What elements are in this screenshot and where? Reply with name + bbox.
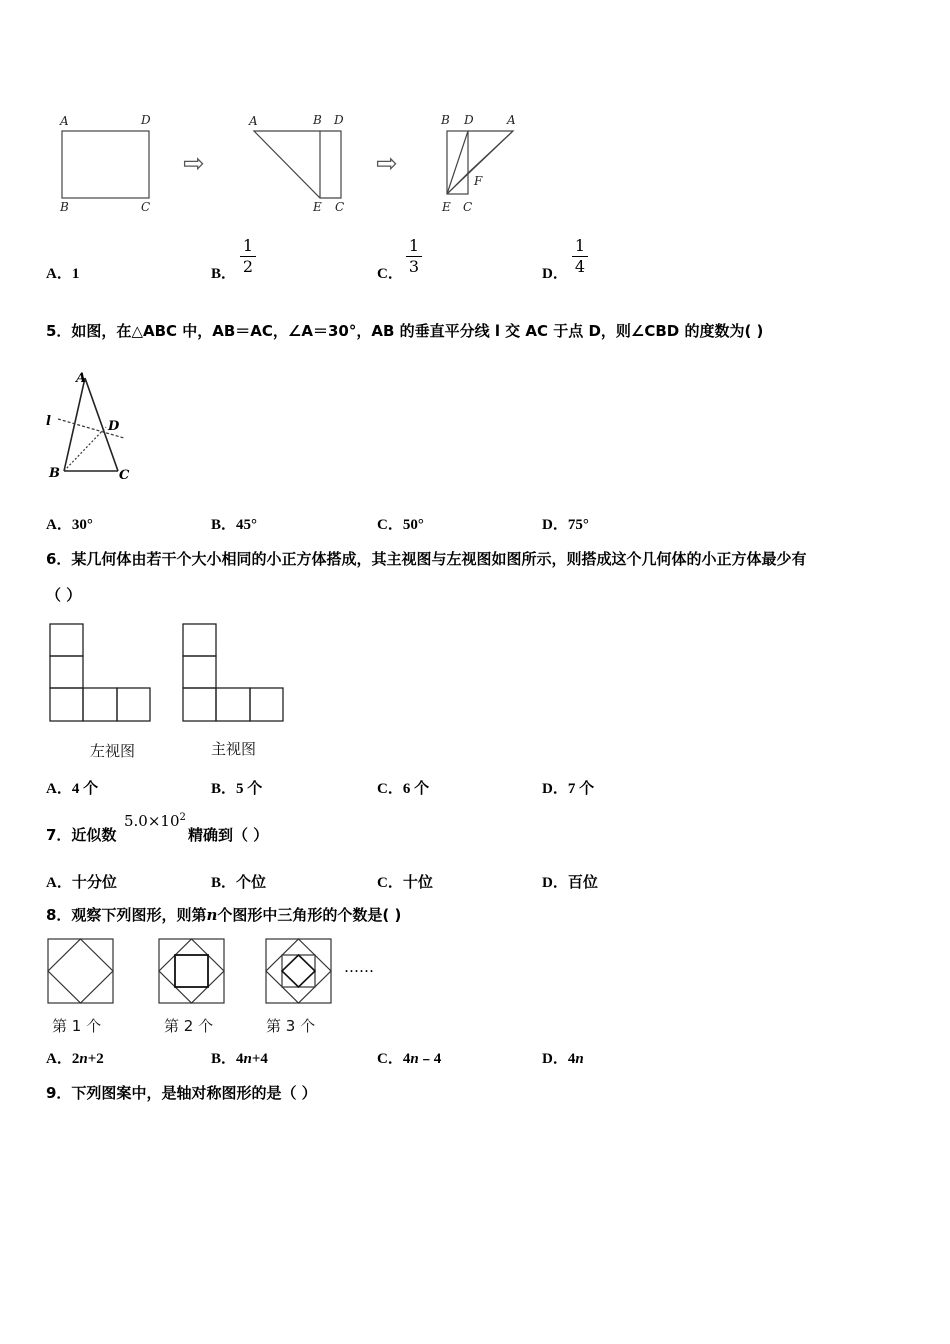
q5-label-d: D <box>108 419 120 434</box>
q4-r2-label-a: A <box>249 114 258 128</box>
q8-figure-1 <box>48 939 113 1003</box>
q5-option-c[interactable]: C．50° <box>377 517 424 533</box>
q4-r1-label-d: D <box>141 113 151 127</box>
q4-r1-label-c: C <box>141 200 151 214</box>
q8-option-a[interactable] <box>46 1047 104 1068</box>
q8-option-a-var: n <box>79 1051 88 1067</box>
q8-ellipsis: …… <box>344 958 374 976</box>
q6-stem-line-2: （ ） <box>46 586 82 604</box>
q8-caption-2: 第 2 个 <box>164 1017 214 1035</box>
q4-r1-label-a: A <box>60 114 69 128</box>
q5-label-l: l <box>46 414 51 429</box>
q8-option-c-var: n <box>410 1051 419 1067</box>
q8-option-b-var: n <box>243 1051 252 1067</box>
q5-label-c: C <box>119 468 130 483</box>
q7-stem-prefix: 7．近似数 <box>46 826 117 844</box>
q4-option-c-numerator: 1 <box>408 236 420 255</box>
q4-option-b-letter[interactable]: B． <box>211 266 237 282</box>
q4-r2-label-c: C <box>335 200 345 214</box>
q8-caption-1: 第 1 个 <box>52 1017 102 1035</box>
q4-option-d-letter[interactable]: D． <box>542 266 568 282</box>
q4-option-c-denominator: 3 <box>408 257 420 276</box>
q8-option-d-coef: 4 <box>567 1051 576 1067</box>
q7-number-times: ×10 <box>147 812 180 830</box>
q8-option-d-letter: D． <box>542 1051 568 1067</box>
q8-option-b-coef: 4 <box>236 1051 244 1067</box>
q7-stem-suffix: 精确到（ ） <box>188 826 269 844</box>
q4-r1-label-b: B <box>60 200 69 214</box>
q4-r2-label-e: E <box>313 200 322 214</box>
q8-figure-2 <box>159 939 224 1003</box>
q7-number-mantissa: 5.0 <box>124 812 148 830</box>
q6-left-view-caption: 左视图 <box>90 742 136 760</box>
q8-option-c-const: ﹣4 <box>418 1051 442 1067</box>
q8-option-d-var: n <box>575 1051 584 1067</box>
q8-option-a-const: +2 <box>87 1051 104 1067</box>
q4-r3-label-b: B <box>441 113 450 127</box>
q4-arrow-2-icon: ⇨ <box>376 149 398 179</box>
q7-number-exponent: 2 <box>179 812 186 823</box>
q8-option-b[interactable] <box>211 1047 268 1068</box>
q7-option-b[interactable]: B．个位 <box>211 875 267 891</box>
q4-r2-label-d: D <box>334 113 344 127</box>
q8-option-a-letter: A． <box>46 1051 72 1067</box>
q4-r3-label-f: F <box>474 174 483 188</box>
q6-option-c[interactable]: C．6 个 <box>377 781 430 797</box>
q7-option-c[interactable]: C．十位 <box>377 875 433 891</box>
q6-option-a[interactable]: A．4 个 <box>46 781 99 797</box>
q5-option-d[interactable]: D．75° <box>542 517 589 533</box>
q8-caption-3: 第 3 个 <box>266 1017 316 1035</box>
q8-option-d[interactable] <box>542 1047 584 1068</box>
q8-option-c-letter: C． <box>377 1051 403 1067</box>
q4-option-a-value: 1 <box>71 266 80 282</box>
q8-stem-suffix: 个图形中三角形的个数是( ) <box>217 906 402 924</box>
q6-option-d[interactable]: D．7 个 <box>542 781 595 797</box>
q7-option-d[interactable]: D．百位 <box>542 875 598 891</box>
q5-label-b: B <box>49 466 60 481</box>
q5-option-a[interactable]: A．30° <box>46 517 93 533</box>
q4-option-b-denominator: 2 <box>242 257 254 276</box>
q5-stem: 5．如图，在△ABC 中，AB＝AC，∠A＝30°，AB 的垂直平分线 l 交 AC 于点 D，则∠CBD 的度数为( ) <box>46 322 764 340</box>
q5-option-b[interactable]: B．45° <box>211 517 258 533</box>
q4-r3-label-a: A <box>507 113 516 127</box>
q7-option-a[interactable]: A．十分位 <box>46 875 117 891</box>
q8-option-c[interactable] <box>377 1047 441 1068</box>
q8-figure-3 <box>266 939 331 1003</box>
q4-option-b-numerator: 1 <box>242 236 254 255</box>
q6-main-view-caption: 主视图 <box>211 740 257 758</box>
q8-option-b-letter: B． <box>211 1051 237 1067</box>
q4-r3-label-c: C <box>463 200 473 214</box>
q5-label-a: A <box>76 371 87 386</box>
q9-stem: 9．下列图案中，是轴对称图形的是（ ） <box>46 1084 317 1102</box>
q4-r3-label-e: E <box>442 200 451 214</box>
q4-option-d-denominator: 4 <box>574 257 586 276</box>
q4-option-d-numerator: 1 <box>574 236 586 255</box>
q8-option-a-coef: 2 <box>71 1051 80 1067</box>
q8-option-b-const: +4 <box>251 1051 268 1067</box>
q8-option-c-coef: 4 <box>402 1051 411 1067</box>
q4-option-c-letter[interactable]: C． <box>377 266 403 282</box>
q6-option-b[interactable]: B．5 个 <box>211 781 263 797</box>
q4-option-a-letter: A． <box>46 266 72 282</box>
q8-stem-variable: n <box>206 906 218 924</box>
q4-r2-label-b: B <box>313 113 322 127</box>
q6-stem-line-1: 6．某几何体由若干个大小相同的小正方体搭成，其主视图与左视图如图所示，则搭成这个几何体的小正方体最少有 <box>46 550 807 568</box>
q8-stem-prefix: 8．观察下列图形，则第 <box>46 906 207 924</box>
q4-r3-label-d: D <box>464 113 474 127</box>
q4-arrow-1-icon: ⇨ <box>183 149 205 179</box>
